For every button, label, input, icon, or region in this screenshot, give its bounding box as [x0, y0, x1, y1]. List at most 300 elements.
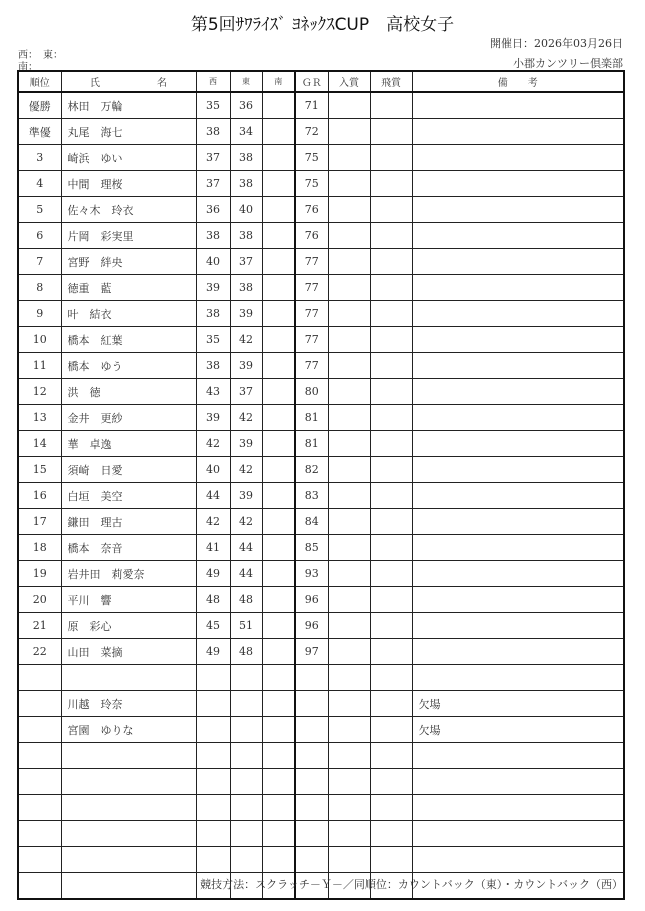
table-row [18, 535, 624, 561]
flight-prize-cell [370, 457, 412, 483]
note-cell [412, 847, 624, 873]
prize-cell [328, 223, 370, 249]
header-rank: 順位 [18, 71, 61, 92]
east-score [230, 717, 262, 743]
prize-cell [328, 821, 370, 847]
player-name: 金井 更紗 [61, 405, 196, 431]
table-row [18, 639, 624, 665]
table-row [18, 249, 624, 275]
table-row [18, 483, 624, 509]
rank-cell: 4 [18, 171, 61, 197]
rank-cell [18, 743, 61, 769]
flight-prize-cell [370, 145, 412, 171]
rank-cell: 8 [18, 275, 61, 301]
table-row [18, 405, 624, 431]
player-name: 白垣 美空 [61, 483, 196, 509]
gross-score: 82 [295, 457, 328, 483]
east-score: 42 [230, 327, 262, 353]
competition-method-note: 競技方法：スクラッチ－Ｙ－／同順位：カウントバック（東）・カウントバック（西） [200, 878, 623, 891]
player-name: 橋本 ゆう [61, 353, 196, 379]
flight-prize-cell [370, 301, 412, 327]
gross-score: 76 [295, 197, 328, 223]
south-score [262, 665, 295, 691]
flight-prize-cell [370, 197, 412, 223]
prize-cell [328, 301, 370, 327]
south-score [262, 769, 295, 795]
west-score [196, 665, 230, 691]
table-row [18, 769, 624, 795]
flight-prize-cell [370, 769, 412, 795]
east-score: 36 [230, 92, 262, 119]
note-cell [412, 613, 624, 639]
west-score [196, 821, 230, 847]
table-row [18, 847, 624, 873]
gross-score [295, 743, 328, 769]
table-row [18, 119, 624, 145]
south-score [262, 405, 295, 431]
rank-cell: 15 [18, 457, 61, 483]
header-name-given: 名 [157, 78, 167, 89]
west-score: 38 [196, 301, 230, 327]
flight-prize-cell [370, 405, 412, 431]
south-score [262, 717, 295, 743]
table-row [18, 223, 624, 249]
table-row [18, 821, 624, 847]
prize-cell [328, 769, 370, 795]
west-score [196, 769, 230, 795]
table-row [18, 613, 624, 639]
table-header-row [18, 71, 624, 92]
east-score: 38 [230, 171, 262, 197]
table-row [18, 171, 624, 197]
player-name: 宮野 絆央 [61, 249, 196, 275]
flight-prize-cell [370, 587, 412, 613]
table-row [18, 717, 624, 743]
table-row [18, 301, 624, 327]
south-score [262, 197, 295, 223]
flight-prize-cell [370, 509, 412, 535]
note-cell [412, 665, 624, 691]
flight-prize-cell [370, 821, 412, 847]
rank-cell: 21 [18, 613, 61, 639]
note-cell [412, 145, 624, 171]
course-label-west-east: 西： 東： [18, 50, 63, 61]
gross-score: 77 [295, 327, 328, 353]
rank-cell: 14 [18, 431, 61, 457]
table-row [18, 353, 624, 379]
table-row [18, 379, 624, 405]
prize-cell [328, 405, 370, 431]
flight-prize-cell [370, 327, 412, 353]
table-row [18, 92, 624, 119]
prize-cell [328, 327, 370, 353]
south-score [262, 171, 295, 197]
note-cell [412, 769, 624, 795]
rank-cell: 17 [18, 509, 61, 535]
player-name: 原 彩心 [61, 613, 196, 639]
rank-cell: 5 [18, 197, 61, 223]
rank-cell [18, 769, 61, 795]
gross-score [295, 821, 328, 847]
rank-cell: 22 [18, 639, 61, 665]
note-cell [412, 197, 624, 223]
table-row [18, 561, 624, 587]
south-score [262, 353, 295, 379]
west-score: 40 [196, 457, 230, 483]
east-score: 39 [230, 353, 262, 379]
rank-cell: 優勝 [18, 92, 61, 119]
west-score: 39 [196, 275, 230, 301]
south-score [262, 223, 295, 249]
note-cell [412, 795, 624, 821]
gross-score: 81 [295, 405, 328, 431]
note-cell [412, 275, 624, 301]
player-name: 岩井田 莉愛奈 [61, 561, 196, 587]
player-name: 平川 響 [61, 587, 196, 613]
west-score: 49 [196, 561, 230, 587]
player-name [61, 847, 196, 873]
rank-cell [18, 795, 61, 821]
south-score [262, 145, 295, 171]
table-row [18, 197, 624, 223]
east-score [230, 743, 262, 769]
player-name: 山田 菜摘 [61, 639, 196, 665]
header-name [61, 71, 196, 92]
rank-cell: 3 [18, 145, 61, 171]
player-name: 華 卓逸 [61, 431, 196, 457]
south-score [262, 119, 295, 145]
south-score [262, 301, 295, 327]
south-score [262, 795, 295, 821]
note-cell [412, 639, 624, 665]
west-score: 36 [196, 197, 230, 223]
south-score [262, 535, 295, 561]
flight-prize-cell [370, 717, 412, 743]
east-score [230, 847, 262, 873]
west-score: 35 [196, 92, 230, 119]
west-score: 38 [196, 223, 230, 249]
south-score [262, 431, 295, 457]
header-flight: 飛賞 [370, 71, 412, 92]
prize-cell [328, 379, 370, 405]
header-gross: ＧＲ [295, 71, 328, 92]
south-score [262, 457, 295, 483]
note-cell [412, 119, 624, 145]
flight-prize-cell [370, 223, 412, 249]
west-score: 45 [196, 613, 230, 639]
player-name: 片岡 彩実里 [61, 223, 196, 249]
table-row [18, 431, 624, 457]
south-score [262, 613, 295, 639]
player-name: 林田 万輪 [61, 92, 196, 119]
note-cell [412, 353, 624, 379]
south-score [262, 327, 295, 353]
table-row [18, 275, 624, 301]
east-score: 34 [230, 119, 262, 145]
rank-cell [18, 717, 61, 743]
east-score: 39 [230, 301, 262, 327]
flight-prize-cell [370, 249, 412, 275]
note-cell [412, 743, 624, 769]
player-name: 鎌田 理古 [61, 509, 196, 535]
east-score [230, 691, 262, 717]
note-cell [412, 561, 624, 587]
header-name-family: 氏 [90, 78, 100, 89]
west-score: 39 [196, 405, 230, 431]
gross-score: 97 [295, 639, 328, 665]
rank-cell: 16 [18, 483, 61, 509]
east-score [230, 795, 262, 821]
gross-score: 71 [295, 92, 328, 119]
rank-cell [18, 665, 61, 691]
flight-prize-cell [370, 665, 412, 691]
gross-score: 75 [295, 145, 328, 171]
player-name: 佐々木 玲衣 [61, 197, 196, 223]
note-cell [412, 509, 624, 535]
note-cell [412, 301, 624, 327]
south-score [262, 275, 295, 301]
player-name [61, 795, 196, 821]
east-score [230, 821, 262, 847]
flight-prize-cell [370, 379, 412, 405]
south-score [262, 821, 295, 847]
note-cell [412, 457, 624, 483]
south-score [262, 587, 295, 613]
gross-score: 93 [295, 561, 328, 587]
flight-prize-cell [370, 431, 412, 457]
player-name: 丸尾 海七 [61, 119, 196, 145]
player-name [61, 769, 196, 795]
header-notes: 備 考 [412, 71, 624, 92]
rank-cell: 18 [18, 535, 61, 561]
flight-prize-cell [370, 275, 412, 301]
header-east: 東 [230, 71, 262, 92]
gross-score: 76 [295, 223, 328, 249]
rank-cell: 準優 [18, 119, 61, 145]
gross-score: 77 [295, 249, 328, 275]
flight-prize-cell [370, 795, 412, 821]
flight-prize-cell [370, 561, 412, 587]
player-name [61, 665, 196, 691]
note-cell [412, 379, 624, 405]
south-score [262, 509, 295, 535]
east-score: 44 [230, 535, 262, 561]
prize-cell [328, 145, 370, 171]
note-cell [412, 821, 624, 847]
south-score [262, 639, 295, 665]
south-score [262, 379, 295, 405]
gross-score: 77 [295, 275, 328, 301]
prize-cell [328, 639, 370, 665]
prize-cell [328, 92, 370, 119]
gross-score: 75 [295, 171, 328, 197]
west-score: 37 [196, 145, 230, 171]
prize-cell [328, 431, 370, 457]
east-score: 38 [230, 275, 262, 301]
prize-cell [328, 795, 370, 821]
rank-cell: 11 [18, 353, 61, 379]
prize-cell [328, 249, 370, 275]
south-score [262, 483, 295, 509]
east-score: 37 [230, 379, 262, 405]
note-cell [412, 535, 624, 561]
venue-name: 小郡カンツリー倶楽部 [513, 57, 623, 70]
flight-prize-cell [370, 535, 412, 561]
flight-prize-cell [370, 691, 412, 717]
table-row [18, 743, 624, 769]
player-name: 須崎 日愛 [61, 457, 196, 483]
prize-cell [328, 665, 370, 691]
west-score: 35 [196, 327, 230, 353]
east-score: 42 [230, 405, 262, 431]
west-score: 42 [196, 431, 230, 457]
rank-cell: 12 [18, 379, 61, 405]
west-score [196, 743, 230, 769]
gross-score: 84 [295, 509, 328, 535]
rank-cell: 20 [18, 587, 61, 613]
results-table [17, 70, 625, 900]
rank-cell [18, 821, 61, 847]
east-score [230, 769, 262, 795]
player-name: 中間 理桜 [61, 171, 196, 197]
flight-prize-cell [370, 483, 412, 509]
prize-cell [328, 275, 370, 301]
flight-prize-cell [370, 171, 412, 197]
east-score: 44 [230, 561, 262, 587]
prize-cell [328, 717, 370, 743]
player-name: 崎浜 ゆい [61, 145, 196, 171]
player-name: 徳重 藍 [61, 275, 196, 301]
west-score: 38 [196, 353, 230, 379]
page-title: 第5回ｻﾜﾗｲｽﾞ ﾖﾈｯｸｽCUP 高校女子 [190, 15, 455, 35]
player-name: 宮園 ゆりな [61, 717, 196, 743]
west-score: 40 [196, 249, 230, 275]
table-row [18, 145, 624, 171]
table-row [18, 509, 624, 535]
player-name: 橋本 奈音 [61, 535, 196, 561]
table-row [18, 457, 624, 483]
west-score [196, 847, 230, 873]
flight-prize-cell [370, 353, 412, 379]
south-score [262, 561, 295, 587]
header-prize: 入賞 [328, 71, 370, 92]
flight-prize-cell [370, 743, 412, 769]
event-date: 開催日：2026年03月26日 [490, 37, 623, 50]
player-name [61, 821, 196, 847]
east-score: 48 [230, 639, 262, 665]
note-cell [412, 223, 624, 249]
gross-score [295, 847, 328, 873]
prize-cell [328, 561, 370, 587]
rank-cell [18, 691, 61, 717]
table-row [18, 795, 624, 821]
prize-cell [328, 509, 370, 535]
note-cell [412, 171, 624, 197]
west-score: 44 [196, 483, 230, 509]
note-cell [412, 92, 624, 119]
rank-cell: 10 [18, 327, 61, 353]
table-row [18, 587, 624, 613]
header-south: 南 [262, 71, 295, 92]
gross-score: 96 [295, 613, 328, 639]
prize-cell [328, 743, 370, 769]
note-cell [412, 327, 624, 353]
west-score: 42 [196, 509, 230, 535]
rank-cell: 7 [18, 249, 61, 275]
note-cell [412, 431, 624, 457]
note-cell: 欠場 [412, 691, 624, 717]
flight-prize-cell [370, 92, 412, 119]
flight-prize-cell [370, 847, 412, 873]
south-score [262, 743, 295, 769]
note-cell [412, 405, 624, 431]
player-name: 洪 徳 [61, 379, 196, 405]
player-name [61, 873, 196, 900]
prize-cell [328, 587, 370, 613]
gross-score [295, 769, 328, 795]
rank-cell: 9 [18, 301, 61, 327]
header-west: 西 [196, 71, 230, 92]
flight-prize-cell [370, 613, 412, 639]
gross-score: 83 [295, 483, 328, 509]
gross-score: 77 [295, 353, 328, 379]
prize-cell [328, 847, 370, 873]
prize-cell [328, 457, 370, 483]
gross-score [295, 795, 328, 821]
prize-cell [328, 483, 370, 509]
prize-cell [328, 171, 370, 197]
flight-prize-cell [370, 639, 412, 665]
gross-score: 77 [295, 301, 328, 327]
west-score: 41 [196, 535, 230, 561]
east-score: 51 [230, 613, 262, 639]
south-score [262, 92, 295, 119]
east-score [230, 665, 262, 691]
rank-cell: 19 [18, 561, 61, 587]
note-cell: 欠場 [412, 717, 624, 743]
table-row [18, 691, 624, 717]
player-name [61, 743, 196, 769]
east-score: 40 [230, 197, 262, 223]
prize-cell [328, 353, 370, 379]
east-score: 42 [230, 509, 262, 535]
course-label-south: 南： [18, 62, 38, 73]
west-score: 38 [196, 119, 230, 145]
gross-score [295, 717, 328, 743]
east-score: 42 [230, 457, 262, 483]
west-score: 43 [196, 379, 230, 405]
note-cell [412, 483, 624, 509]
gross-score: 85 [295, 535, 328, 561]
prize-cell [328, 197, 370, 223]
rank-cell [18, 873, 61, 900]
rank-cell [18, 847, 61, 873]
prize-cell [328, 535, 370, 561]
east-score: 39 [230, 483, 262, 509]
player-name: 橋本 紅葉 [61, 327, 196, 353]
gross-score: 72 [295, 119, 328, 145]
rank-cell: 13 [18, 405, 61, 431]
west-score: 37 [196, 171, 230, 197]
player-name: 叶 結衣 [61, 301, 196, 327]
east-score: 38 [230, 145, 262, 171]
gross-score: 96 [295, 587, 328, 613]
prize-cell [328, 119, 370, 145]
east-score: 37 [230, 249, 262, 275]
note-cell [412, 587, 624, 613]
gross-score: 80 [295, 379, 328, 405]
west-score: 49 [196, 639, 230, 665]
